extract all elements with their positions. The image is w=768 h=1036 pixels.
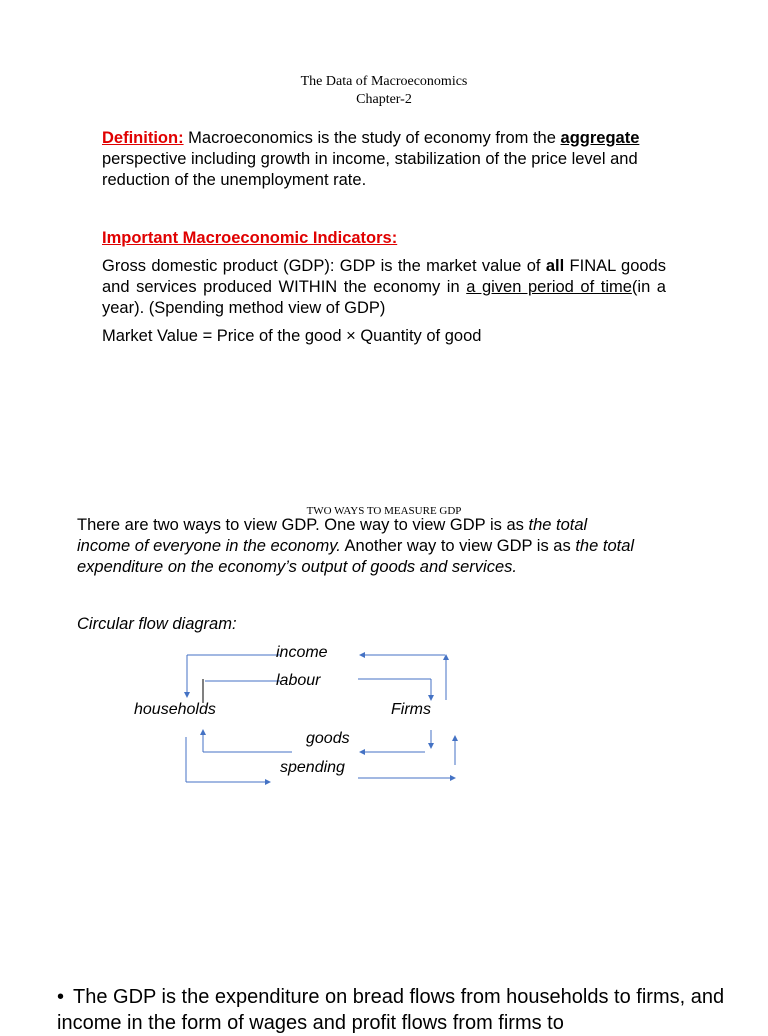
gdp-period: a given period of time: [466, 278, 632, 296]
income-label: income: [276, 644, 328, 661]
definition-paragraph: [102, 128, 662, 191]
gdp-text-1: Gross domestic product (GDP): GDP is the market value of: [102, 257, 541, 275]
households-label: households: [134, 701, 216, 718]
bullet-point: [57, 984, 747, 1036]
gdp-text-2: FINAL goods and services produced WITHIN the economy in: [102, 257, 666, 296]
definition-label: Definition:: [102, 129, 184, 147]
definition-text-before: Macroeconomics is the study of economy from the: [188, 129, 556, 147]
indicators-heading: Important Macroeconomic Indicators:: [102, 229, 398, 247]
aggregate-keyword: aggregate: [560, 129, 640, 147]
gdp-definition: [102, 256, 666, 319]
firms-label: Firms: [391, 701, 431, 718]
goods-label: goods: [306, 730, 350, 747]
two-ways-italic-2: the total expenditure on the economy’s output of goods and services.: [77, 537, 635, 576]
two-ways-paragraph: [77, 515, 637, 578]
diagram-caption: Circular flow diagram:: [77, 615, 237, 633]
two-ways-italic-1: the total income of everyone in the economy.: [77, 516, 588, 555]
two-ways-text-1: There are two ways to view GDP. One way to view GDP is as: [77, 516, 524, 534]
bullet-symbol: •: [57, 986, 65, 1008]
indicators-heading-wrap: [102, 228, 397, 249]
labour-label: labour: [276, 672, 321, 689]
bullet-text: The GDP is the expenditure on bread flows from households to firms, and income in the form of wages and profit flows from firms to: [57, 986, 725, 1034]
market-value-formula: Market Value = Price of the good × Quantity of good: [102, 327, 482, 345]
two-ways-heading: TWO WAYS TO MEASURE GDP: [306, 505, 462, 517]
definition-text-after: perspective including growth in income, stabilization of the price level and reduction of the unemployment rate.: [102, 150, 638, 189]
chapter-label: Chapter-2: [356, 92, 412, 107]
document-title: The Data of Macroeconomics: [300, 74, 468, 89]
gdp-text-3: (in a year). (Spending method view of GDP): [102, 278, 666, 317]
two-ways-text-2: Another way to view GDP is as: [344, 537, 571, 555]
spending-label: spending: [280, 759, 345, 776]
gdp-all: all: [545, 257, 565, 275]
